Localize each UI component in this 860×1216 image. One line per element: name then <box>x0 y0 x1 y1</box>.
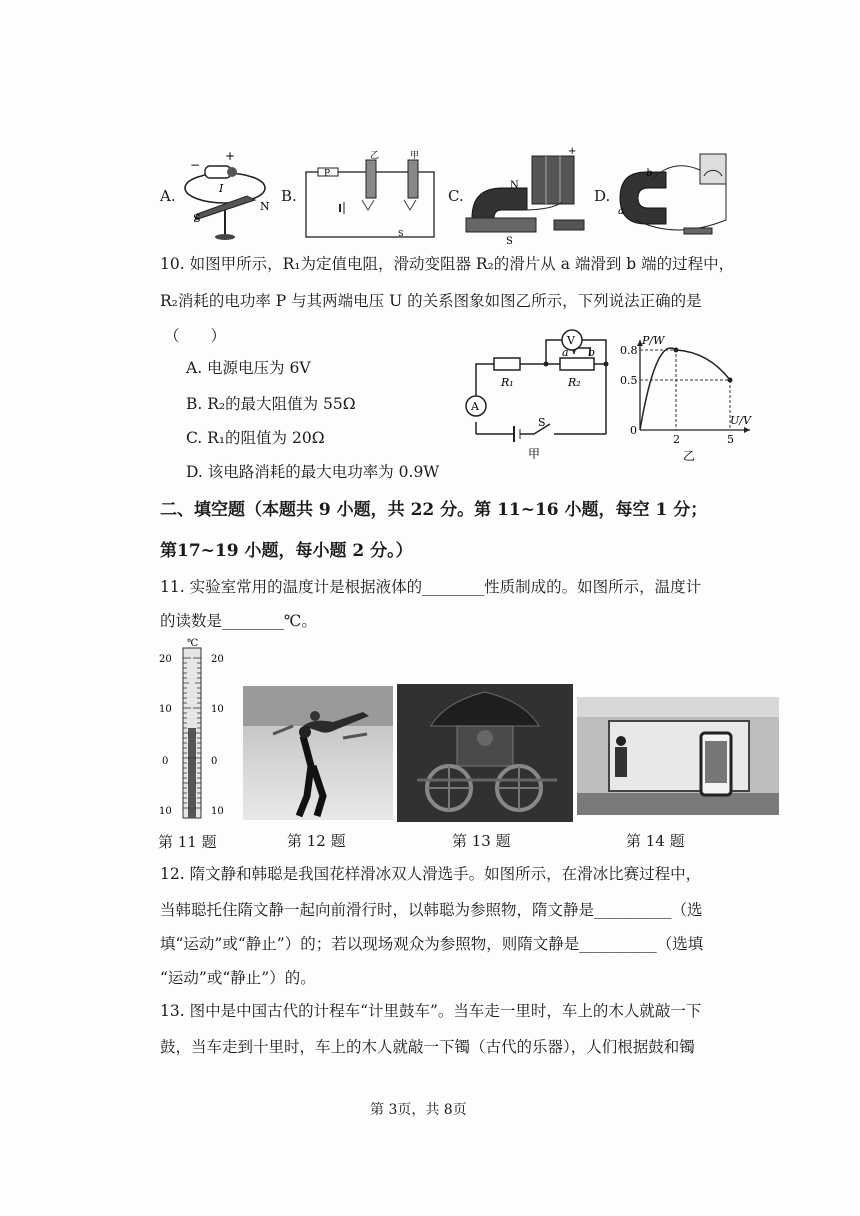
q10-line-1: 10. 如图甲所示，R₁为定值电阻，滑动变阻器 R₂的滑片从 a 端滑到 b 端的过程中， <box>160 255 735 273</box>
thermo-left-10: 10 <box>159 704 172 715</box>
r2-label: R₂ <box>568 376 581 389</box>
drum-carriage-photo <box>397 684 573 822</box>
q10-option-b: B. R₂的最大阻值为 55Ω <box>186 395 356 413</box>
thermo-right-10: 10 <box>211 704 224 715</box>
figure-skaters-photo <box>243 686 393 820</box>
q9-b-yi: 乙 <box>370 151 380 161</box>
q10-option-c: C. R₁的阻值为 20Ω <box>186 429 325 447</box>
q9-d-b: b <box>646 168 653 179</box>
q9-c-plus: + <box>568 146 577 157</box>
r2-end-a: a <box>562 346 569 359</box>
thermo-right-neg10: 10 <box>211 806 224 817</box>
q12-line-3: 填“运动”或“静止”）的；若以现场观众为参照物，则隋文静是__________（选填 <box>160 935 704 953</box>
thermo-left-20: 20 <box>159 654 172 665</box>
thermo-left-0: 0 <box>162 756 169 767</box>
q10-line-2: R₂消耗的电功率 P 与其两端电压 U 的关系图象如图乙所示，下列说法正确的是 <box>160 292 702 310</box>
q9-b-p: P <box>324 169 331 179</box>
q9-a-plus: + <box>225 149 236 163</box>
q9-a-s: S <box>193 212 201 225</box>
q13-line-1: 13. 图中是中国古代的计程车“计里鼓车”。当车走一里时，车上的木人就敲一下 <box>160 1002 702 1020</box>
power-curve <box>640 348 730 430</box>
q9-option-c-figure <box>462 146 602 247</box>
q11-line-2: 的读数是________℃。 <box>160 612 317 630</box>
data-point <box>674 348 679 353</box>
graph-caption: 乙 <box>683 449 696 463</box>
thermo-left-neg10: 10 <box>159 806 172 817</box>
page-footer: 第 3页，共 8页 <box>370 1102 467 1118</box>
thermo-right-20: 20 <box>211 654 224 665</box>
r1-label: R₁ <box>501 376 514 389</box>
section-2-heading-line-2: 第17~19 小题，每小题 2 分。） <box>160 541 413 561</box>
q9-c-n: N <box>510 180 519 191</box>
q13-line-2: 鼓，当车走到十里时，车上的木人就敲一下镯（古代的乐器），人们根据鼓和镯 <box>160 1038 695 1056</box>
voltmeter-label: V <box>567 334 575 347</box>
r2-end-b: b <box>588 346 596 359</box>
q11-line-1: 11. 实验室常用的温度计是根据液体的________性质制成的。如图所示，温度计 <box>160 578 702 596</box>
data-point <box>728 378 733 383</box>
y-tick-label: 0.5 <box>620 374 638 387</box>
q10-answer-paren: （ ） <box>164 327 227 345</box>
q10-option-d: D. 该电路消耗的最大电功率为 0.9W <box>186 463 440 481</box>
x-axis-arrow <box>744 427 750 433</box>
x-tick-label: 2 <box>673 433 680 446</box>
q9-b-s: S <box>398 229 404 238</box>
circuit-caption: 甲 <box>528 447 541 461</box>
q9-b-jia: 甲 <box>410 151 420 161</box>
switch-label: S <box>538 416 546 429</box>
caption-q12: 第 12 题 <box>287 832 346 850</box>
q10-option-a: A. 电源电压为 6V <box>186 359 311 377</box>
section-2-heading-line-1: 二、填空题（本题共 9 小题，共 22 分。第 11~16 小题，每空 1 分； <box>160 500 708 520</box>
q12-line-2: 当韩聪托住隋文静一起向前滑行时，以韩聪为参照物，隋文静是__________（选 <box>160 901 703 919</box>
q9-option-a-letter: A. <box>160 187 176 205</box>
caption-q14: 第 14 题 <box>626 832 685 850</box>
thermo-right-0: 0 <box>211 756 218 767</box>
thermometer-unit: ℃ <box>187 638 199 649</box>
q9-option-b-letter: B. <box>281 187 297 205</box>
q9-option-d-letter: D. <box>594 187 611 205</box>
q9-a-n: N <box>260 200 270 213</box>
ammeter-label: A <box>471 400 479 413</box>
thermometer-figure <box>155 636 240 821</box>
q12-line-4: “运动”或“静止”）的。 <box>160 969 316 987</box>
q9-c-s: S <box>506 236 513 247</box>
q9-option-b-figure <box>300 152 435 240</box>
caption-q11: 第 11 题 <box>158 833 217 851</box>
q9-option-a-figure <box>175 150 275 245</box>
classroom-phone-photo <box>577 697 779 815</box>
q9-option-c-letter: C. <box>448 187 464 205</box>
q9-a-current: I <box>219 182 224 195</box>
caption-q13: 第 13 题 <box>452 832 511 850</box>
q9-d-a: a <box>618 206 624 217</box>
y-tick-label: 0.8 <box>620 344 638 357</box>
x-tick-label: 5 <box>727 433 734 446</box>
q10-circuit-diagram <box>454 326 619 466</box>
y-axis-label: P/W <box>642 334 665 347</box>
q10-power-voltage-graph <box>618 332 758 467</box>
q9-a-minus: − <box>190 158 201 172</box>
guide-line <box>640 380 730 430</box>
q12-line-1: 12. 隋文静和韩聪是我国花样滑冰双人滑选手。如图所示，在滑冰比赛过程中， <box>160 865 702 883</box>
origin-label: 0 <box>630 424 637 437</box>
x-axis-label: U/V <box>730 414 751 427</box>
q9-option-d-figure <box>612 150 730 242</box>
